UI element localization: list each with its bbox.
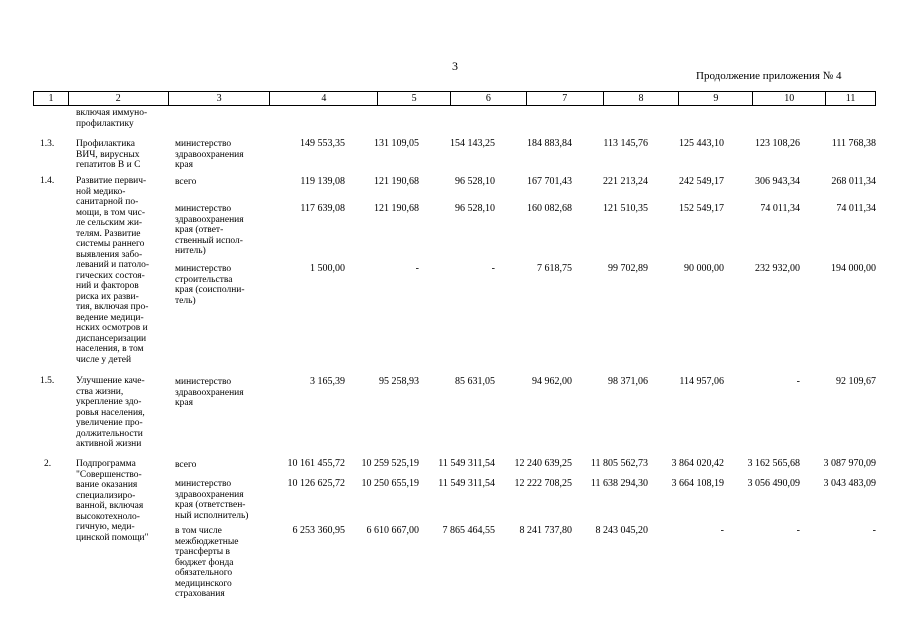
row-name: включая иммуно- профилактику xyxy=(76,108,148,129)
value-cell: 96 528,10 xyxy=(455,176,495,187)
header-col-10: 10 xyxy=(752,92,825,105)
header-col-8: 8 xyxy=(603,92,679,105)
value-cell: 3 165,39 xyxy=(310,376,345,387)
value-cell: 12 222 708,25 xyxy=(514,478,572,489)
value-cell: 85 631,05 xyxy=(455,376,495,387)
value-cell: 154 143,25 xyxy=(450,138,495,149)
value-cell: 12 240 639,25 xyxy=(514,458,572,469)
value-cell: 7 618,75 xyxy=(537,263,572,274)
value-cell: 111 768,38 xyxy=(831,138,876,149)
header-col-11: 11 xyxy=(825,92,875,105)
value-cell: 8 243 045,20 xyxy=(595,525,648,536)
executor-label: министерство строительства края (соисполни- тель) xyxy=(175,264,245,306)
value-cell: 152 549,17 xyxy=(679,203,724,214)
header-col-9: 9 xyxy=(678,92,752,105)
executor-label: министерство здравоохранения края xyxy=(175,377,244,408)
value-cell: 98 371,06 xyxy=(608,376,648,387)
executor-label: министерство здравоохранения края (ответствен- ный исполнитель) xyxy=(175,479,249,521)
value-cell: 74 011,34 xyxy=(836,203,876,214)
value-cell: 11 805 562,73 xyxy=(590,458,648,469)
value-cell: 10 126 625,72 xyxy=(287,478,345,489)
value-cell: - xyxy=(491,263,495,274)
value-cell: 160 082,68 xyxy=(527,203,572,214)
value-cell: 96 528,10 xyxy=(455,203,495,214)
value-cell: 123 108,26 xyxy=(755,138,800,149)
page-number: 3 xyxy=(452,59,458,73)
row-name: Улучшение каче- ства жизни, укрепление здо- ровья населения, увеличение про- должительности активной жизни xyxy=(76,376,145,449)
header-col-2: 2 xyxy=(68,92,168,105)
value-cell: 114 957,06 xyxy=(679,376,724,387)
value-cell: 3 162 565,68 xyxy=(747,458,800,469)
value-cell: 10 161 455,72 xyxy=(287,458,345,469)
value-cell: 268 011,34 xyxy=(831,176,876,187)
value-cell: 10 250 655,19 xyxy=(361,478,419,489)
value-cell: 242 549,17 xyxy=(679,176,724,187)
value-cell: 6 610 667,00 xyxy=(366,525,419,536)
table-header xyxy=(33,91,876,106)
value-cell: 194 000,00 xyxy=(831,263,876,274)
value-cell: 306 943,34 xyxy=(755,176,800,187)
value-cell: 184 883,84 xyxy=(527,138,572,149)
value-cell: 94 962,00 xyxy=(532,376,572,387)
value-cell: 11 549 311,54 xyxy=(438,458,495,469)
value-cell: 131 109,05 xyxy=(374,138,419,149)
value-cell: 232 932,00 xyxy=(755,263,800,274)
row-name: Развитие первич- ной медико- санитарной по- мощи, в том чис- ле сельским жи- телям. Развитие системы раннего выявления забо- леваний и патоло- гических состоя- ний и факторов риска их разви- тия, включая про- ведение медици- нских осмотров и диспансеризации населения, в том числе у детей xyxy=(76,176,149,365)
value-cell: 7 865 464,55 xyxy=(442,525,495,536)
row-code: 2. xyxy=(44,459,52,469)
row-code: 1.5. xyxy=(40,376,55,386)
value-cell: 74 011,34 xyxy=(760,203,800,214)
header-col-6: 6 xyxy=(450,92,526,105)
executor-label: всего xyxy=(175,177,197,187)
value-cell: 117 639,08 xyxy=(300,203,345,214)
value-cell: 221 213,24 xyxy=(603,176,648,187)
value-cell: 121 510,35 xyxy=(603,203,648,214)
header-col-3: 3 xyxy=(168,92,270,105)
value-cell: - xyxy=(872,525,876,536)
value-cell: 149 553,35 xyxy=(300,138,345,149)
value-cell: 11 638 294,30 xyxy=(590,478,648,489)
value-cell: 6 253 360,95 xyxy=(292,525,345,536)
executor-label: министерство здравоохранения края (ответ- ственный испол- нитель) xyxy=(175,204,244,256)
value-cell: 3 043 483,09 xyxy=(823,478,876,489)
value-cell: 121 190,68 xyxy=(374,203,419,214)
executor-label: в том числе межбюджетные трансферты в бюджет фонда обязательного медицинского страхования xyxy=(175,526,239,599)
value-cell: 8 241 737,80 xyxy=(519,525,572,536)
value-cell: 3 056 490,09 xyxy=(747,478,800,489)
row-name: Подпрограмма "Совершенство- вание оказания специализиро- ванной, включая высокотехноло- гичную, меди- цинской помощи" xyxy=(76,459,149,543)
executor-label: всего xyxy=(175,460,197,470)
value-cell: 90 000,00 xyxy=(684,263,724,274)
row-code: 1.3. xyxy=(40,139,55,149)
value-cell: 167 701,43 xyxy=(527,176,572,187)
value-cell: 11 549 311,54 xyxy=(438,478,495,489)
header-col-1: 1 xyxy=(48,93,54,104)
value-cell: 3 087 970,09 xyxy=(823,458,876,469)
value-cell: 121 190,68 xyxy=(374,176,419,187)
value-cell: 125 443,10 xyxy=(679,138,724,149)
value-cell: 3 664 108,19 xyxy=(671,478,724,489)
continuation-title: Продолжение приложения № 4 xyxy=(696,70,842,82)
value-cell: 119 139,08 xyxy=(300,176,345,187)
value-cell: 95 258,93 xyxy=(379,376,419,387)
value-cell: - xyxy=(415,263,419,274)
value-cell: 99 702,89 xyxy=(608,263,648,274)
header-col-5: 5 xyxy=(377,92,450,105)
value-cell: - xyxy=(796,376,800,387)
value-cell: 10 259 525,19 xyxy=(361,458,419,469)
value-cell: 1 500,00 xyxy=(310,263,345,274)
value-cell: 92 109,67 xyxy=(836,376,876,387)
value-cell: 113 145,76 xyxy=(603,138,648,149)
header-col-7: 7 xyxy=(526,92,603,105)
value-cell: - xyxy=(796,525,800,536)
row-name: Профилактика ВИЧ, вирусных гепатитов В и С xyxy=(76,139,141,170)
value-cell: 3 864 020,42 xyxy=(671,458,724,469)
value-cell: - xyxy=(720,525,724,536)
row-code: 1.4. xyxy=(40,176,55,186)
header-col-4: 4 xyxy=(269,92,377,105)
executor-label: министерство здравоохранения края xyxy=(175,139,244,170)
